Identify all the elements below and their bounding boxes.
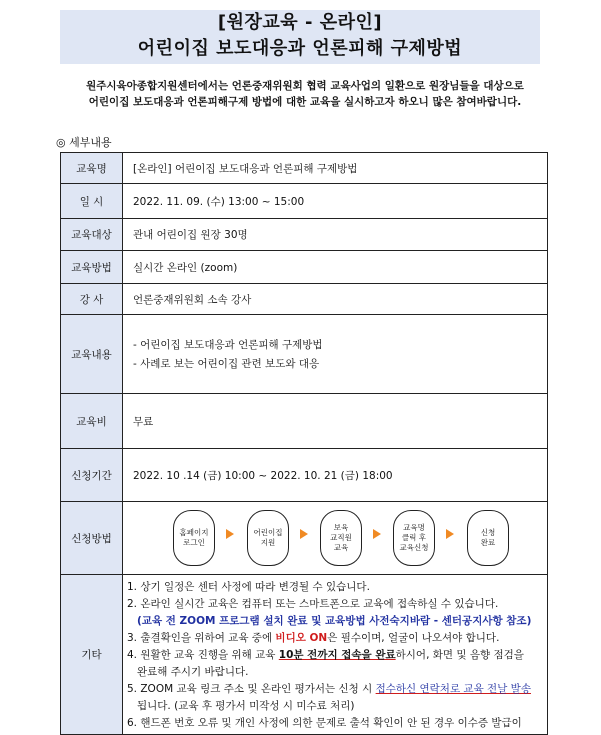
flow-step-click-apply — [393, 510, 435, 566]
content-item-1: - 어린이집 보도대응과 언론피해 구제방법 — [133, 339, 323, 351]
step-text: 로그인 — [183, 538, 205, 547]
flow-step-staff-education — [320, 510, 362, 566]
etc-label: 기타 — [61, 575, 123, 735]
course-name-value: [온라인] 어린이집 보도대응과 언론피해 구제방법 — [123, 153, 548, 184]
course-name-label: 교육명 — [61, 153, 123, 184]
content-label: 교육내용 — [61, 315, 123, 394]
arrow-right-icon — [300, 529, 308, 539]
note-text: 3. 출결확인을 위하여 교육 중에 — [127, 632, 276, 644]
table-row — [61, 502, 548, 575]
title-banner — [60, 10, 540, 64]
note-highlight: 10분 전까지 접속을 완료 — [278, 649, 396, 661]
target-value: 관내 어린이집 원장 30명 — [123, 219, 548, 251]
note-text: 5. ZOOM 교육 링크 주소 및 온라인 평가서는 신청 시 — [127, 683, 376, 695]
table-row — [61, 284, 548, 315]
note-4b: 완료해 주시기 바랍니다. — [137, 666, 249, 678]
arrow-right-icon — [373, 529, 381, 539]
intro-line2: 어린이집 보도대응과 언론피해구제 방법에 대한 교육을 실시하고자 하오니 많은 참여바랍니다. — [88, 96, 522, 108]
step-text: 교직원 — [330, 533, 352, 542]
fee-label: 교육비 — [61, 394, 123, 449]
step-text: 클릭 후 — [401, 533, 427, 542]
step-text: 완료 — [480, 538, 496, 547]
step-text: 지원 — [260, 538, 276, 547]
note-3 — [127, 630, 547, 647]
datetime-value: 2022. 11. 09. (수) 13:00 ~ 15:00 — [123, 184, 548, 219]
intro-line1: 원주시육아종합지원센터에서는 언론중재위원회 협력 교육사업의 일환으로 원장님들을 대상으로 — [86, 80, 524, 92]
period-value: 2022. 10 .14 (금) 10:00 ~ 2022. 10. 21 (금) 18:00 — [123, 449, 548, 502]
note-highlight: 접수하신 연락처로 교육 전날 발송 — [375, 683, 531, 695]
note-5b: 됩니다. (교육 후 평가서 미작성 시 미수료 처리) — [137, 700, 355, 712]
section-label: ◎ 세부내용 — [56, 136, 112, 149]
intro-text — [50, 78, 560, 110]
step-text: 신청 — [480, 528, 496, 537]
instructor-value: 언론중재위원회 소속 강사 — [123, 284, 548, 315]
note-text: 하시어, 화면 및 음향 점검을 — [395, 649, 524, 661]
table-row — [61, 153, 548, 184]
step-text: 교육명 — [403, 523, 425, 532]
period-label: 신청기간 — [61, 449, 123, 502]
note-highlight: 비디오 ON — [275, 632, 328, 644]
method-label: 교육방법 — [61, 251, 123, 284]
title-line1: [원장교육 - 온라인] — [217, 12, 383, 33]
note-2: 2. 온라인 실시간 교육은 컴퓨터 또는 스마트폰으로 교육에 접속하실 수 있습니다. — [127, 598, 499, 610]
step-text: 홈페이지 — [179, 528, 209, 537]
flow-step-daycare-support — [247, 510, 289, 566]
table-row — [61, 449, 548, 502]
note-text: 4. 원활한 교육 진행을 위해 교육 — [127, 649, 279, 661]
table-row — [61, 184, 548, 219]
step-text: 보육 — [333, 523, 349, 532]
apply-flow-cell — [123, 502, 548, 575]
note-5 — [127, 681, 547, 698]
content-value — [123, 315, 548, 394]
flow-step-complete — [467, 510, 509, 566]
target-label: 교육대상 — [61, 219, 123, 251]
table-row — [61, 315, 548, 394]
content-item-2: - 사례로 보는 어린이집 관련 보도와 대응 — [133, 358, 320, 370]
title-line2: 어린이집 보도대응과 언론피해 구제방법 — [137, 38, 463, 59]
details-table — [60, 152, 548, 735]
note-text: 은 필수이며, 얼굴이 나오셔야 합니다. — [327, 632, 500, 644]
etc-notes — [123, 575, 548, 735]
step-text: 교육신청 — [399, 543, 429, 552]
method-value: 실시간 온라인 (zoom) — [123, 251, 548, 284]
apply-flow — [123, 502, 547, 574]
note-1: 1. 상기 일정은 센터 사정에 따라 변경될 수 있습니다. — [127, 581, 370, 593]
table-row — [61, 575, 548, 735]
instructor-label: 강 사 — [61, 284, 123, 315]
apply-label: 신청방법 — [61, 502, 123, 575]
step-text: 어린이집 — [253, 528, 283, 537]
note-6: 6. 핸드폰 번호 오류 및 개인 사정에 의한 문제로 출석 확인이 안 된 경우 이수증 발급이 — [127, 717, 522, 729]
flow-step-homepage-login — [173, 510, 215, 566]
table-row — [61, 251, 548, 284]
table-row — [61, 394, 548, 449]
table-row — [61, 219, 548, 251]
datetime-label: 일 시 — [61, 184, 123, 219]
fee-value: 무료 — [123, 394, 548, 449]
arrow-right-icon — [446, 529, 454, 539]
step-text: 교육 — [333, 543, 349, 552]
note-4 — [127, 647, 547, 664]
note-2b: (교육 전 ZOOM 프로그램 설치 완료 및 교육방법 사전숙지바람 - 센터공지사항 참조) — [137, 615, 532, 627]
arrow-right-icon — [226, 529, 234, 539]
